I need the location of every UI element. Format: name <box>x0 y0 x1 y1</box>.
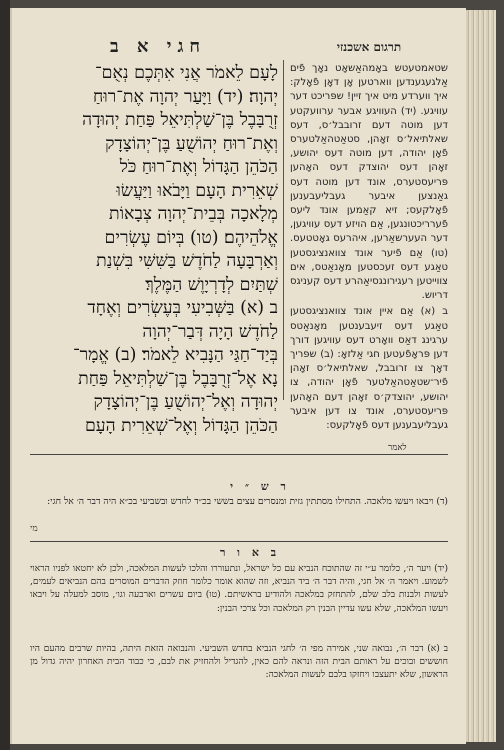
main-line: שְׁתַּיִם לְדָרְיָוֶשׁ הַמֶּלֶךְ׃ <box>145 274 278 295</box>
main-line: וְאַרְבָּעָה לַחֹדֶשׁ בַּשִּׁשִּׁי בִּשְׁנַת <box>96 251 278 271</box>
rashi-catch-side: לאמר <box>388 443 407 453</box>
main-line: וְאֶת־רוּחַ יְהוֹשֻׁעַ בֶּן־יְהוֹצָדָק <box>105 133 278 154</box>
page-stack-edge <box>466 10 496 742</box>
main-line: נָא אֶל־זְרֻבָּבֶל בֶּן־שַׁלְתִּיאֵל פַּחַת <box>78 368 278 389</box>
rashi-paragraph: (ד) ויבאו ויעשו מלאכה. התחילו מסתתין גזית ומנסרים עצים בששי בכ״ד לחדש ובשביעי בכ״א היה דבר ה׳ אל חגי: <box>47 496 448 507</box>
main-line: יְהוּדָה וְאֶל־יְהוֹשֻׁעַ בֶּן־יְהוֹצָדָק <box>93 392 278 412</box>
commentary-divider <box>30 541 448 542</box>
translation-paragraph: שטאמטעטש באָמהאַשאָט נאָך פֿים אַלגעגענדען ווארטען אָן דאָן פֿאָלק: איך ווערדע מיט איך זיין! שפּריכט דער עוויגע. (יד) העוויגע אבער ערוועקטע דען מוטה דעם זרובבל׳ס, דעס ‫שאלתיאל׳ס זאָהן, סטאַטהאַלטערס פֿאָן יהודה, דען מוטה דעס יהושע, זאָהן דעס יהוצדק דעס האָהען פּריעסטערס, אונד דען מוטה דעס גאַנצען איבער געבליעבענען פֿאָלקעס; זיא קאַמען אונד ליעס פֿערריכטונגען, אַם הויזע דעס עוויגען, דער העערשאַרען, איהרעס גאָטטעס. (טו) אַם פֿיער אונד צוואנציגסטען טאַגע דעס זעכסטען מאָנאַטס, אים צווייטען רעגירונגסיאַהרע דעס קעניגס דריוש. <box>290 63 448 302</box>
rashi-header: ר ש ״ י <box>230 480 290 493</box>
running-header-translation: תרגום אשכנזי <box>336 40 402 54</box>
main-line: יְהוָה׃ (יד) וַיָּעַר יְהוָה אֶת־רוּחַ <box>92 86 278 107</box>
main-line: לַחֹדֶשׁ הָיָה דְּבַר־יְהוָה <box>142 321 278 342</box>
main-line: שְׁאֵרִית הָעָם וַיָּבֹאוּ וַיַּעֲשׂוּ <box>116 180 278 201</box>
biur-chapter-two-text: ב (א) דבר ה׳, נבואה שני, אמירה מפי ה׳ לחגי הנביא בחדש השביעי. והנבואה הזאת היתה, בהיות שרבים מהעם היו חוששים ובוכים על ראותם הבית הזה ונראה להם כאין, להגדיל ולהחזיק את לבם, כי כבוד הבית האחרון יהיה גדול מן הראשון, שלא יתעצבו ויחזקו בלבם לעשות המלאכה: <box>30 644 448 681</box>
footnote-divider <box>30 454 448 455</box>
biur-header: ב א ו ר <box>219 546 281 559</box>
column-divider <box>283 60 284 400</box>
main-line: אֱלֹהֵיהֶם׃ (טו) בְּיוֹם עֶשְׂרִים <box>104 227 278 248</box>
main-line: בְּיַד־חַגַּי הַנָּבִיא לֵאמֹר׃ (ב) אֱמָר־ <box>72 345 278 365</box>
biur-chapter-two <box>30 643 448 683</box>
main-line: הַכֹּהֵן הַגָּדוֹל וְאֶל־שְׁאֵרִית הָעָם <box>84 415 278 436</box>
yiddish-translation-column <box>290 62 448 435</box>
rashi-commentary <box>30 495 448 508</box>
translation-paragraph: ב (א) אַם איין אונד צוואנציגסטען טאַגע דעס זיעבענטען מאָנאַטס ערגינג דאַס וואָרט דעס עוויגען דורך דען פּראָפֿעטען חגי אַלזאָ: (ב) שפּריך דאָך צו זרובבל, שאלתיאל׳ס זאָהן פֿיר־שטאַטהאַלטער פֿאָן יהודה, צו יהושע, יהוצדק׳ס זאָהן דעם האָהען פּריעסטערס, אונד צו דען איבער געבליעבענען דעס פֿאָלקעס: <box>290 306 448 432</box>
main-line: מְלָאכָה בְּבֵית־יְהוָה צְבָאוֹת <box>108 204 278 224</box>
main-line: ב (א) בַּשְּׁבִיעִי בְּעֶשְׂרִים וְאֶחָד <box>87 298 278 318</box>
binding-edge <box>0 0 10 750</box>
rashi-catchword: מי <box>30 524 38 534</box>
running-header-main: חגי א ב <box>109 36 207 57</box>
biur-paragraph: (יד) ויער ה׳, כלומר ע״י זה שהתוכח הנביא עם כל ישראל, ונתעוררו והלכו לעשות המלאכה, ולכן לא יחטאו לפניו הראוי לשמוע. ויאמר ה׳ אל חגי, והיה דבר ה׳ ביד הנביא, וזה שהוא אומר כלומר חוזק הדברים המוסרים בהם הנביאים לעמים, לעשות ולבנות בלב שלם, להתחזק במלאכה ולהודיע בראשיתם. (טו) ביום עשרים וארבעה וגו׳, מוסב למעלה על ויבאו ויעשו המלאכה, שלא עשו עדיין הבנין רק המלאכה וכל צרכי הבנין: <box>30 564 448 614</box>
biur-commentary <box>30 563 448 619</box>
main-line: הַכֹּהֵן הַגָּדוֹל וְאֶת־רוּחַ כֹּל <box>119 157 278 177</box>
hebrew-main-text <box>30 62 278 438</box>
main-line: לָעָם לֵאמֹר אֲנִי אִתְּכֶם נְאֻם־ <box>94 63 278 83</box>
main-line: זְרֻבָּבֶל בֶּן־שַׁלְתִּיאֵל פַּחַת יְהוּדָה <box>82 110 278 130</box>
